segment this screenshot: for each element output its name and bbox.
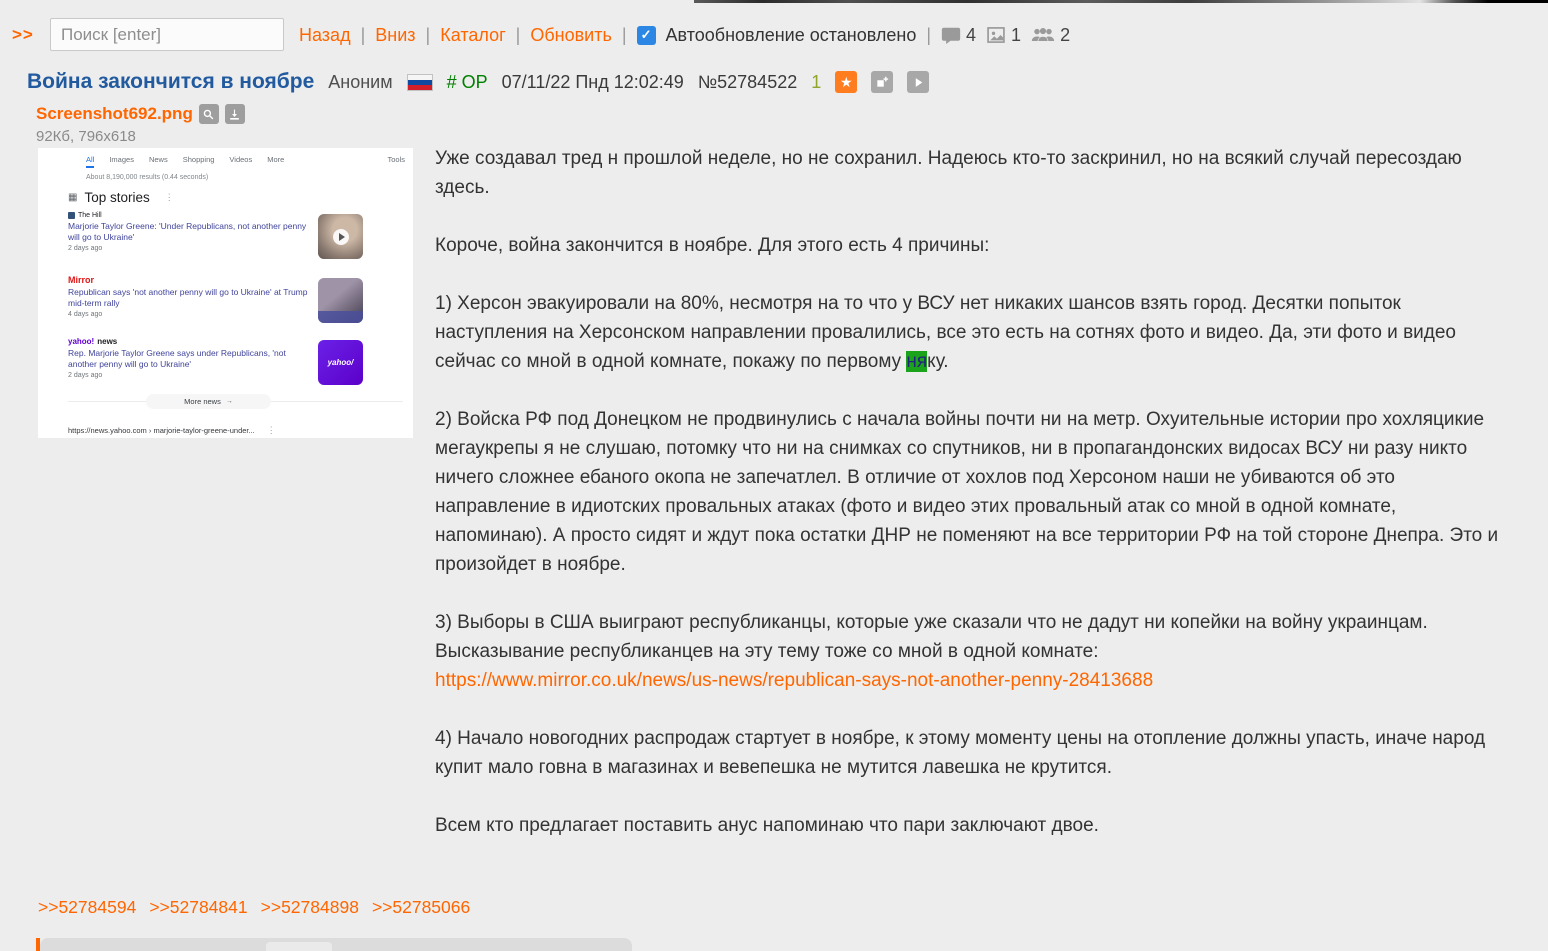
story-3-thumbnail: [318, 340, 363, 385]
download-icon: [228, 108, 241, 121]
serp-tab-videos: Videos: [229, 155, 253, 164]
posters-counter: [1031, 25, 1070, 46]
post-paragraph: Уже создавал тред н прошлой неделе, но не сохранил. Надеюсь кто-то заскринил, но на всякий случай пересоздаю здесь.: [435, 148, 1462, 198]
op-badge: # ОР: [446, 71, 488, 92]
expand-thread-button[interactable]: [871, 71, 893, 93]
serp-tab-more: More: [267, 155, 285, 164]
more-vertical-icon: ⋮: [164, 192, 174, 202]
autoupdate-label: Автообновление остановлено: [665, 24, 917, 45]
square-plus-icon: [875, 75, 889, 89]
serp-tab-all: All: [86, 155, 94, 168]
post-paragraph: 1) Херсон эвакуировали на 80%, несмотря на то что у ВСУ нет никаких шансов взять город. Десятки попыток наступления на Херсонском направлении провалились, все это есть на сотнях фото и видео. Да, эти фото и видео сейчас со мной в одной комнате, покажу по первому няку.: [435, 293, 1456, 372]
top-stories-label: Top stories: [84, 190, 150, 205]
more-news-button: More news →: [146, 394, 271, 409]
autoplay-button[interactable]: [907, 71, 929, 93]
serp-tools: Tools: [387, 155, 405, 164]
reply-link[interactable]: >>52785066: [371, 897, 471, 917]
story-title: Rep. Marjorie Taylor Greene says under Republicans, 'not another penny will go to Ukraine': [68, 348, 286, 369]
serp-story-1: [68, 212, 310, 252]
thread-toolbar: [299, 19, 1070, 51]
serp-result-url: https://news.yahoo.com › marjorie-taylor-greene-under... ⋮: [68, 425, 276, 435]
post-datetime: 07/11/22 Пнд 12:02:49: [501, 71, 684, 92]
story-time: 2 days ago: [68, 372, 103, 379]
story-2-thumbnail: [318, 278, 363, 323]
wordfilter-highlight: ня: [906, 351, 928, 372]
thehill-favicon-icon: [68, 212, 75, 219]
nav-link-back[interactable]: Назад: [299, 24, 351, 45]
mirror-article-link[interactable]: https://www.mirror.co.uk/news/us-news/republican-says-not-another-penny-28413688: [435, 670, 1154, 691]
serp-tab-news: News: [148, 155, 168, 164]
serp-story-2: [68, 275, 310, 318]
reply-link[interactable]: >>52784594: [38, 897, 137, 917]
next-post-stub[interactable]: [40, 938, 632, 951]
comments-count: 4: [966, 24, 977, 45]
post-paragraph: 3) Выборы в США выиграют республиканцы, которые уже сказали что не дадут ни копейки на войну украинцам. Высказывание республиканцев на эту тему тоже со мной в одной комнате: https://www.mirror.co.uk/news/us-news/republican-says-not-another-penny-28413688: [435, 612, 1428, 691]
story-source: The Hill: [68, 212, 310, 219]
new-posts-count: 1: [811, 71, 822, 92]
attachment-filename-link[interactable]: Screenshot692.png: [36, 104, 193, 123]
nav-link-catalog[interactable]: Каталог: [440, 24, 506, 45]
separator: |: [515, 24, 521, 45]
star-icon: ★: [839, 74, 853, 90]
post-number-link[interactable]: №52784522: [697, 71, 798, 92]
op-post-body: [435, 144, 1513, 869]
post-paragraph: 2) Войска РФ под Донецком не продвинулись с начала войны почти ни на метр. Охуительные истории про хохляцикие мегаукрепы я не слушаю, потомку что ни на снимках со спутников, ни в пропагандонских видосах ВСУ ни разу никто ничего сложнее ебаного окопа не запечатлел. В отличие от хохлов под Херсоном наши не убиваются об это направление в идиотских провальных атаках (фото и видео этих провальный атак со мной в одной комнате, напоминаю). А просто сидят и ждут пока остатки ДНР не поменяют на все территории РФ на той стороне Днепра. Это и произойдет в ноябре.: [435, 409, 1499, 575]
zoom-file-button[interactable]: [199, 104, 219, 124]
favorite-star-button[interactable]: [835, 71, 857, 93]
magnifier-icon: [202, 108, 215, 121]
op-post-header: [27, 70, 929, 94]
search-input[interactable]: [50, 18, 284, 51]
reply-link[interactable]: >>52784898: [260, 897, 359, 917]
more-vertical-icon: ⋮: [266, 425, 276, 435]
story-title: Republican says 'not another penny will go to Ukraine' at Trump mid-term rally: [68, 287, 308, 308]
poster-name: Аноним: [328, 71, 393, 92]
play-circle-icon: [333, 229, 349, 245]
play-icon: [912, 76, 925, 89]
attachment-meta: 92Кб, 796x618: [36, 128, 136, 145]
russia-flag-icon: [407, 74, 433, 91]
posters-count: 2: [1060, 24, 1071, 45]
separator: |: [926, 24, 932, 45]
serp-tabs: [86, 155, 405, 168]
images-counter: [986, 25, 1021, 46]
story-time: 2 days ago: [68, 245, 103, 252]
serp-tab-shopping: Shopping: [182, 155, 215, 164]
reply-backlinks: [38, 897, 470, 918]
top-stories-heading: [68, 190, 174, 205]
posters-icon: [1031, 27, 1055, 43]
comments-icon: [941, 27, 961, 44]
separator: |: [621, 24, 627, 45]
nav-link-down[interactable]: Вниз: [375, 24, 416, 45]
post-paragraph: 4) Начало новогодних распродаж стартует в ноябре, к этому моменту цены на отопление должны упасть, иначе народ купит мало говна в магазинах и вевепешка не мутится лавешка не крутится.: [435, 728, 1486, 778]
board-quick-nav-link[interactable]: >>: [12, 25, 34, 44]
grid-icon: ▦: [68, 192, 78, 203]
thread-title: Война закончится в ноябре: [27, 70, 315, 93]
story-time: 4 days ago: [68, 311, 103, 318]
download-file-button[interactable]: [225, 104, 245, 124]
reply-link[interactable]: >>52784841: [149, 897, 248, 917]
attachment-line: [36, 104, 245, 124]
post-paragraph: Всем кто предлагает поставить анус напоминаю что пари заключают двое.: [435, 815, 1099, 836]
images-count: 1: [1011, 24, 1022, 45]
separator: |: [425, 24, 431, 45]
attachment-thumbnail[interactable]: [38, 148, 413, 438]
story-source-yahoo: yahoo! news: [68, 337, 118, 346]
next-post-inner-element: [266, 942, 332, 951]
post-paragraph: Короче, война закончится в ноябре. Для этого есть 4 причины:: [435, 235, 990, 256]
nav-link-refresh[interactable]: Обновить: [530, 24, 612, 45]
serp-result-stats: About 8,190,000 results (0.44 seconds): [86, 174, 209, 181]
serp-tab-images: Images: [109, 155, 134, 164]
browser-edge-artifact: [694, 0, 1548, 3]
story-source-mirror: Mirror: [68, 275, 95, 285]
separator: |: [360, 24, 366, 45]
yahoo-logo: yahoo/: [327, 358, 354, 367]
images-icon: [986, 25, 1006, 45]
serp-story-3: [68, 337, 310, 379]
story-title: Marjorie Taylor Greene: 'Under Republicans, not another penny will go to Ukraine': [68, 221, 307, 242]
autoupdate-checkbox[interactable]: [637, 26, 656, 45]
story-1-thumbnail: [318, 214, 363, 259]
comments-counter: [941, 25, 976, 46]
